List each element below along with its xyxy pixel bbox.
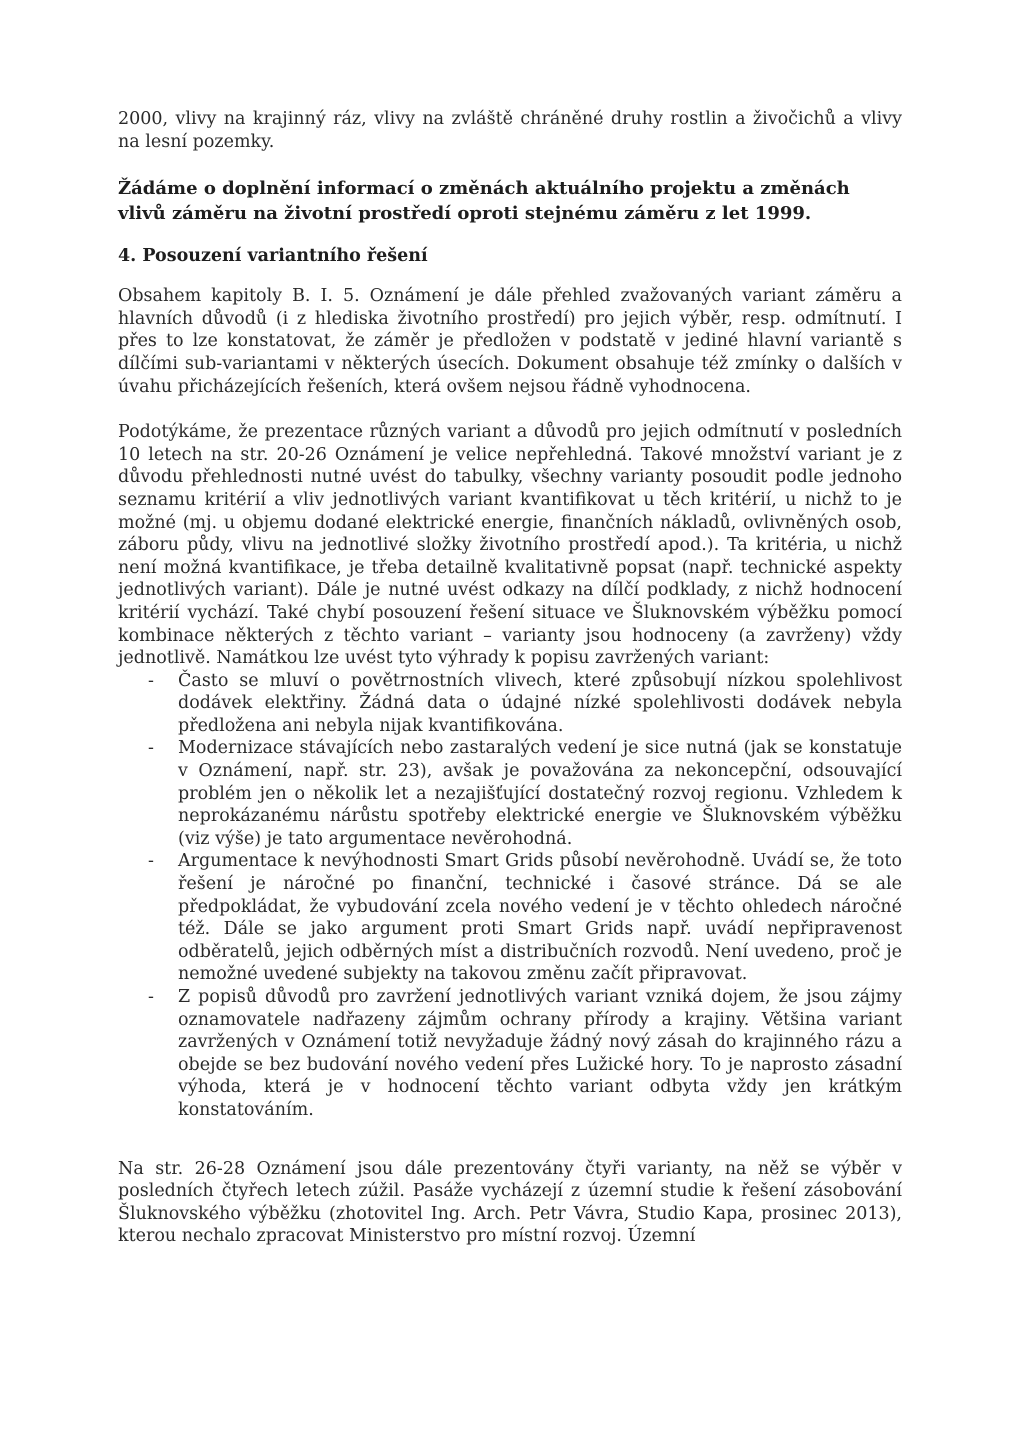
list-item-text: Argumentace k nevýhodnosti Smart Grids působí nevěrohodně. Uvádí se, že toto řešení je náročné po finanční, technické i časové stránce. Dá se ale předpokládat, že vybudování zcela nového vedení je v těchto ohledech náročné též. Dále se jako argument proti Smart Grids např. uvádí nepřipravenost odběratelů, jejich odběrných míst a distribučních rozvodů. Není uvedeno, proč je nemožné uvedené subjekty na takovou změnu začít připravovat. [178,851,902,985]
request-bold-text: Žádáme o doplnění informací o změnách aktuálního projektu a změnách vlivů záměru na životní prostředí oproti stejnému záměru z let 1999. [118,178,850,224]
list-item-text: Často se mluví o povětrnostních vlivech, které způsobují nízkou spolehlivost dodávek elektřiny. Žádná data o údajné nízké spolehlivosti dodávek nebyla předložena ani nebyla nijak kvantifikována. [178,670,902,736]
objections-list [118,670,902,1122]
list-item [118,850,902,986]
section-heading: 4. Posouzení variantního řešení [118,246,428,267]
list-item [118,986,902,1122]
paragraph-variants-critique: Podotýkáme, že prezentace různých variant a důvodů pro jejich odmítnutí v posledních 10 letech na str. 20-26 Oznámení je velice nepřehledná. Takové množství variant je z důvodu přehlednosti nutné uvést do tabulky, všechny varianty posoudit podle jednoho seznamu kritérií a vliv jednotlivých variant kvantifikovat u těch kritérií, u nichž to je možné (mj. u objemu dodané elektrické energie, finančních nákladů, ovlivněných osob, záboru půdy, vlivu na jednotlivé složky životního prostředí apod.). Ta kritéria, u nichž není možná kvantifikace, je třeba detailně kvalitativně popsat (např. technické aspekty jednotlivých variant). Dále je nutné uvést odkazy na dílčí podklady, z nichž hodnocení kritérií vychází. Také chybí posouzení řešení situace ve Šluknovském výběžku pomocí kombinace některých z těchto variant – varianty jsou hodnoceny (a zavrženy) vždy jednotlivě. Namátkou lze uvést tyto výhrady k popisu zavržených variant: [118,422,902,669]
list-item-text: Modernizace stávajících nebo zastaralých vedení je sice nutná (jak se konstatuje v Oznámení, např. str. 23), avšak je považována za nekoncepční, odsouvající problém jen o několik let a nezajišťující dostatečný rozvoj regionu. Vzhledem k neprokázanému nárůstu spotřeby elektrické energie ve Šluknovském výběžku (viz výše) je tato argumentace nevěrohodná. [178,738,902,849]
paragraph-variants-overview: Obsahem kapitoly B. I. 5. Oznámení je dále přehled zvažovaných variant záměru a hlavních důvodů (i z hlediska životního prostředí) pro jejich výběr, resp. odmítnutí. I přes to lze konstatovat, že záměr je předložen v podstatě v jediné hlavní variantě s dílčími sub-variantami v některých úsecích. Dokument obsahuje též zmínky o dalších v úvahu přicházejících řešeních, která ovšem nejsou řádně vyhodnocena. [118,286,902,397]
list-item-text: Z popisů důvodů pro zavržení jednotlivých variant vzniká dojem, že jsou zájmy oznamovatele nadřazeny zájmům ochrany přírody a krajiny. Většina variant zavržených v Oznámení totiž nevyžaduje žádný nový zásah do krajinného rázu a obejde se bez budování nového vedení přes Lužické hory. To je naprosto zásadní výhoda, která je v hodnocení těchto variant odbyta vždy jen krátkým konstatováním. [178,987,902,1120]
intro-fragment: 2000, vlivy na krajinný ráz, vlivy na zvláště chráněné druhy rostlin a živočichů a vlivy na lesní pozemky. [118,109,902,152]
document-page [118,108,902,1248]
bullet-marker: - [148,670,154,691]
bullet-marker: - [148,738,154,759]
list-item [118,670,902,738]
bullet-marker: - [148,851,154,872]
paragraph-four-variants: Na str. 26-28 Oznámení jsou dále prezentovány čtyři varianty, na něž se výběr v posledních čtyřech letech zúžil. Pasáže vycházejí z územní studie k řešení zásobování Šluknovského výběžku (zhotovitel Ing. Arch. Petr Vávra, Studio Kapa, prosinec 2013), kterou nechalo zpracovat Ministerstvo pro místní rozvoj. Územní [118,1158,902,1247]
bullet-marker: - [148,987,154,1007]
list-item [118,737,902,850]
